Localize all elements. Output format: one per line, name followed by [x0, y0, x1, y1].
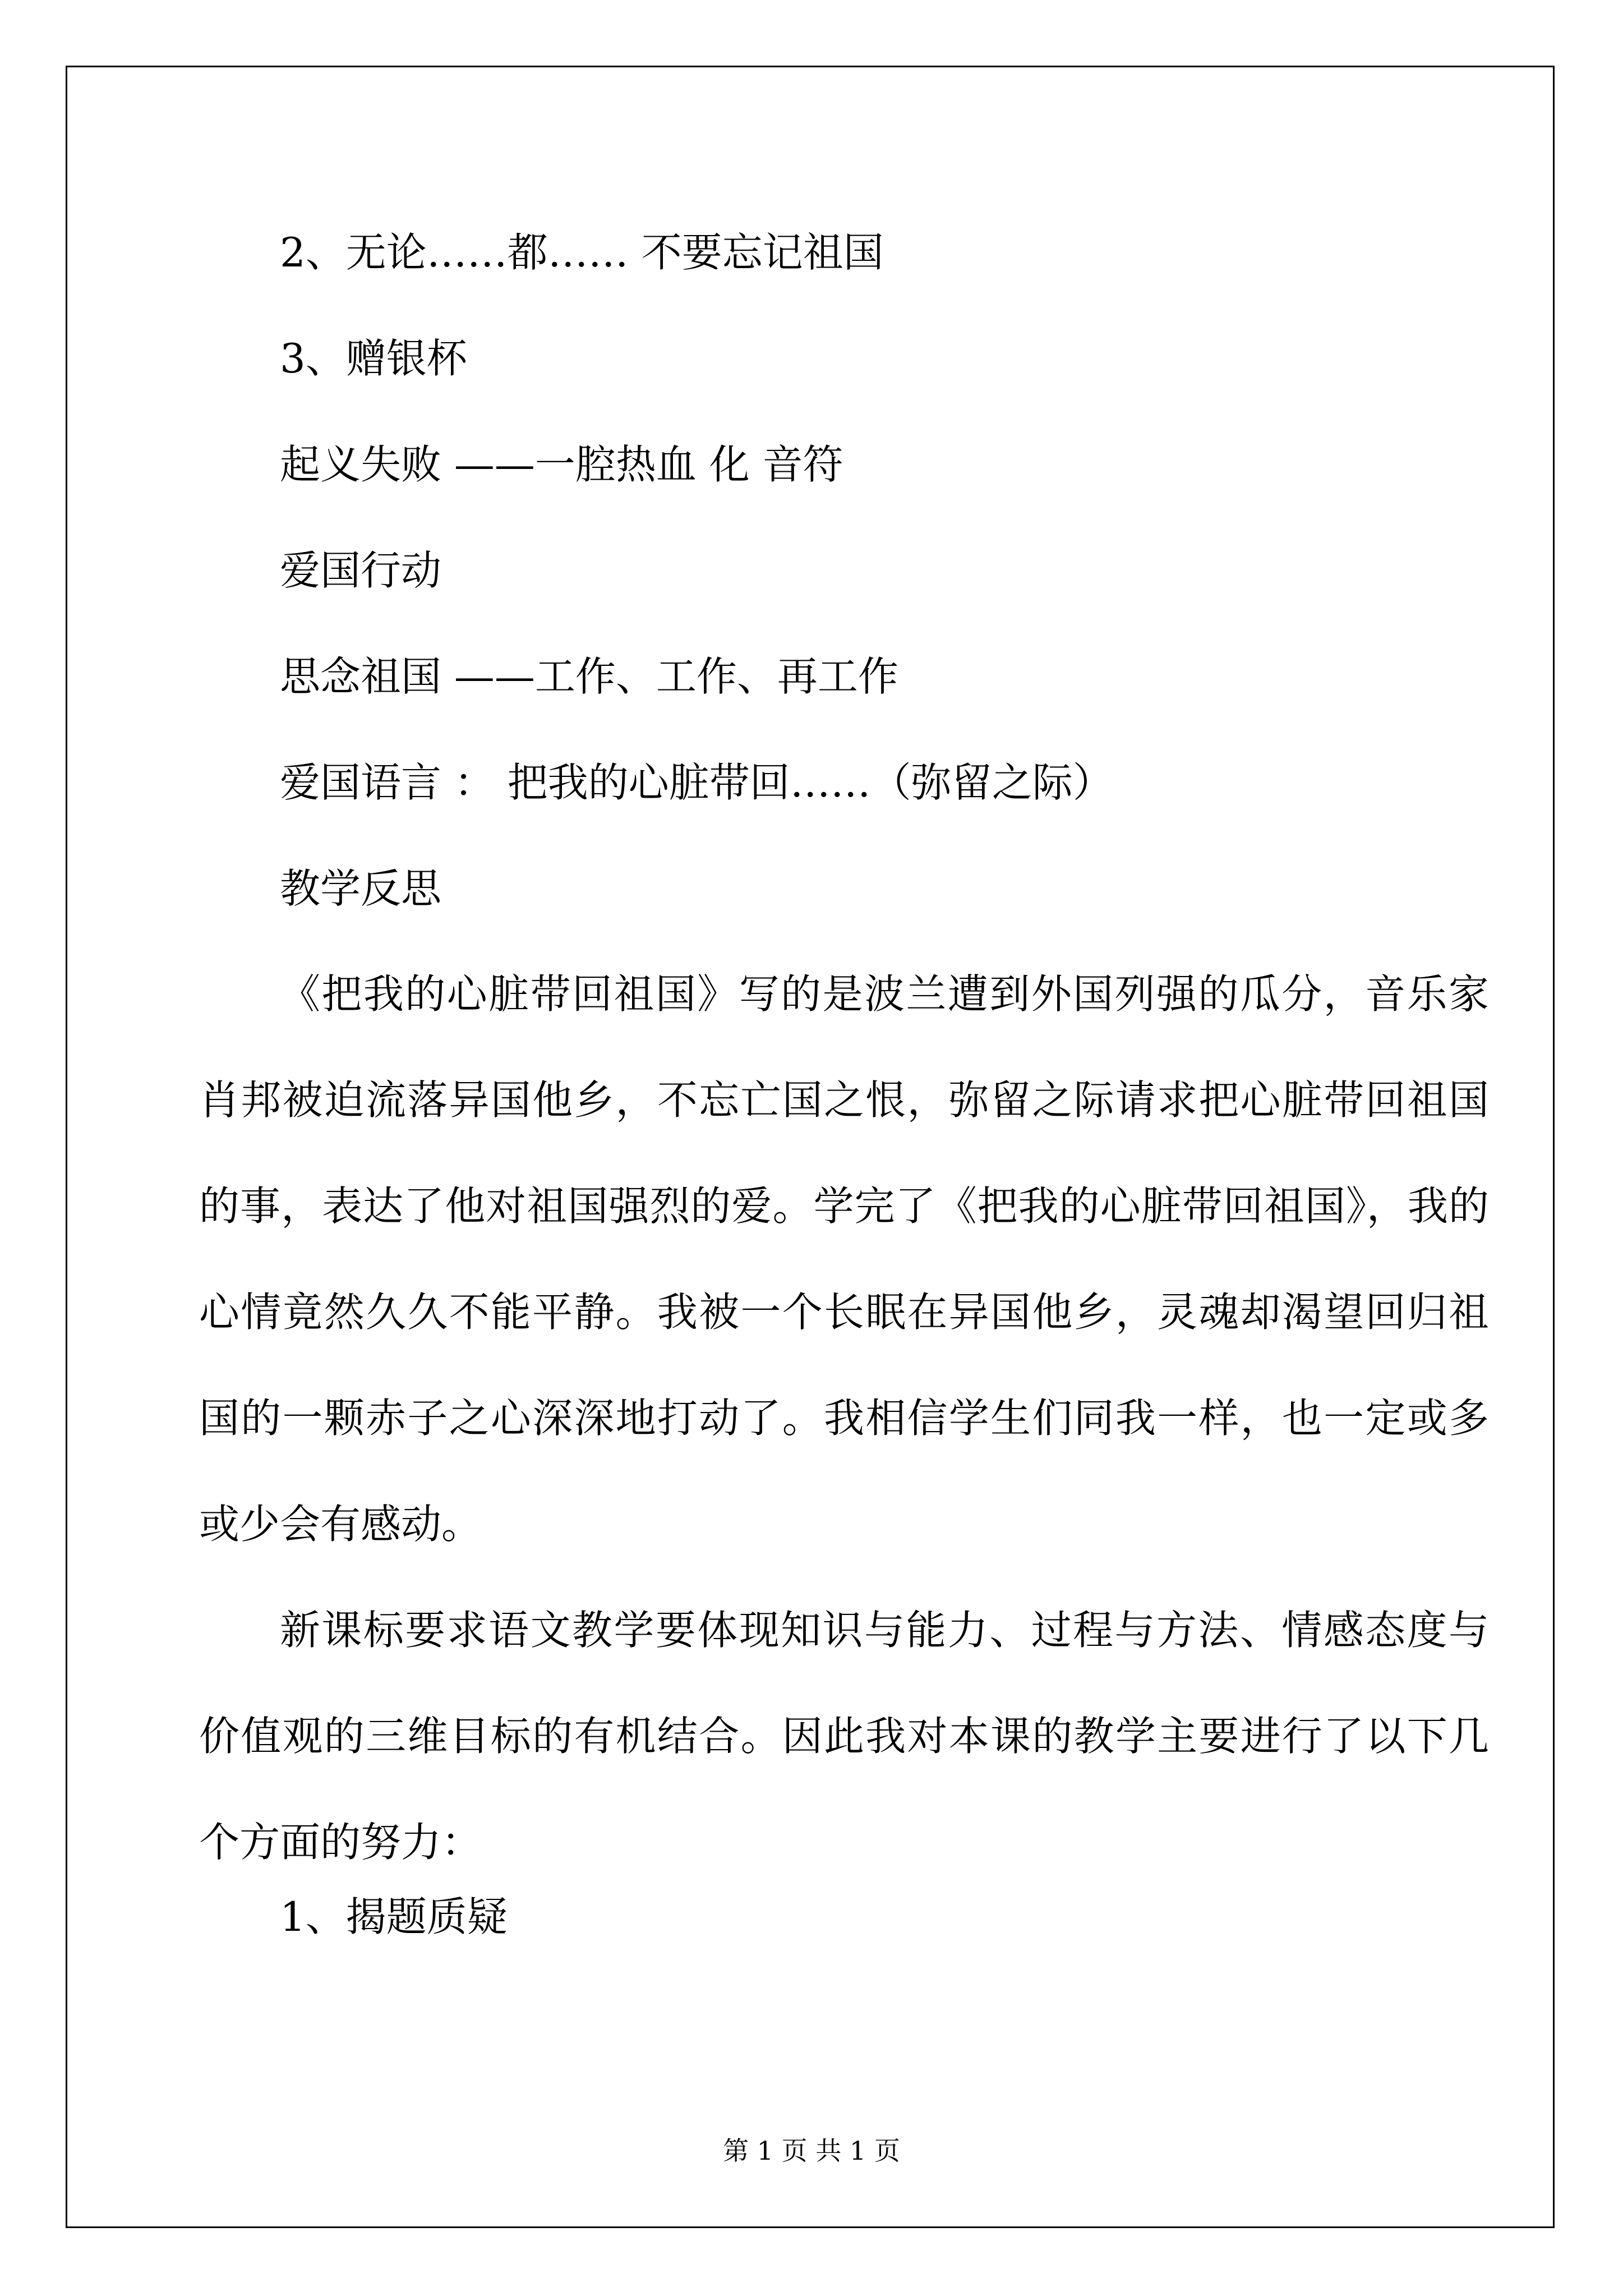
outline-line-1: 2、无论……都…… 不要忘记祖国	[280, 229, 884, 276]
page-footer: 第 1 页 共 1 页	[723, 2136, 900, 2166]
list-item-1: 1、揭题质疑	[280, 1893, 508, 1940]
outline-line-2: 3、赠银杯	[280, 335, 467, 382]
reflection-paragraph-1: 《把我的心脏带回祖国》写的是波兰遭到外国列强的瓜分，音乐家肖邦被迫流落异国他乡，不忘亡国之恨，弥留之际请求把心脏带回祖国的事，表达了他对祖国强烈的爱。学完了《把我的心脏带回祖国》，我的心情竟然久久不能平静。我被一个长眠在异国他乡，灵魂却渴望回归祖国的一颗赤子之心深深地打动了。我相信学生们同我一样，也一定或多或少会有感动。	[199, 970, 1489, 1548]
outline-line-5: 思念祖国 ——工作、工作、再工作	[280, 653, 898, 700]
section-heading: 教学反思	[280, 865, 442, 912]
outline-line-3: 起义失败 ——一腔热血 化 音符	[280, 441, 843, 488]
reflection-paragraph-2: 新课标要求语文教学要体现知识与能力、过程与方法、情感态度与价值观的三维目标的有机结合。因此我对本课的教学主要进行了以下几个方面的努力：	[199, 1607, 1489, 1866]
outline-line-6: 爱国语言 ： 把我的心脏带回……（弥留之际）	[280, 759, 1113, 806]
outline-line-4: 爱国行动	[280, 547, 442, 594]
